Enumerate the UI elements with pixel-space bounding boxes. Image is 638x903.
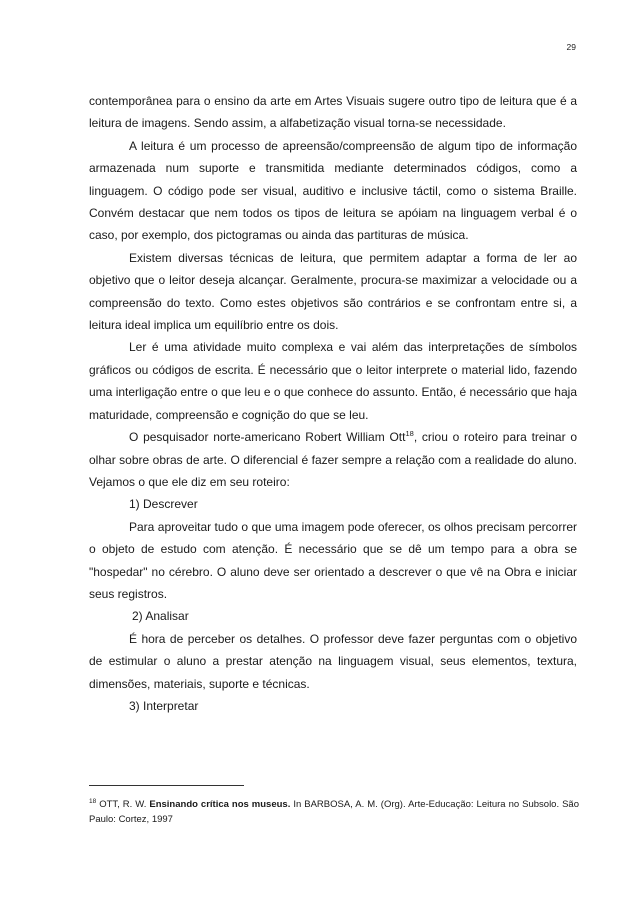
paragraph-ott: [89, 426, 577, 493]
paragraph-leitura: A leitura é um processo de apreensão/compreensão de algum tipo de informação armazenada num suporte e transmitida mediante determinados códigos, como a linguagem. O código pode ser visual, auditivo e inclusive táctil, como o sistema Braille. Convém destacar que nem todos os tipos de leitura se apóiam na linguagem verbal é o caso, por exemplo, dos pictogramas ou ainda das partituras de música.: [89, 138, 577, 243]
body-text: [89, 90, 577, 717]
step-heading-interpretar: 3) Interpretar: [129, 698, 199, 713]
step-text-analisar: É hora de perceber os detalhes. O professor deve fazer perguntas com o objetivo de estimular o aluno a prestar atenção na linguagem visual, seus elementos, textura, dimensões, materiais, suporte e técnicas.: [89, 631, 577, 691]
paragraph-ler: Ler é uma atividade muito complexa e vai além das interpretações de símbolos gráficos ou códigos de escrita. É necessário que o leitor interprete o material lido, fazendo uma interligação entre o que leu e o que conhece do assunto. Então, é necessário que haja maturidade, compreensão e cognição do que se leu.: [89, 340, 577, 422]
footnote-title: Ensinando crítica nos museus.: [149, 799, 291, 810]
ott-text-after: , criou o roteiro para treinar o olhar sobre obras de arte. O diferencial é fazer sempre a relação com a realidade do aluno. Vejamos o que ele diz em seu roteiro:: [89, 430, 577, 489]
step-heading-descrever: 1) Descrever: [129, 497, 198, 512]
paragraph-continuation: contemporânea para o ensino da arte em Artes Visuais sugere outro tipo de leitura que é a leitura de imagens. Sendo assim, a alfabetização visual torna-se necessidade.: [89, 94, 577, 131]
footnote: [89, 797, 579, 827]
footnote-rest: In BARBOSA, A. M. (Org). Arte-Educação: Leitura no Subsolo. São Paulo: Cortez, 1997: [89, 799, 580, 825]
paragraph-tecnicas: Existem diversas técnicas de leitura, que permitem adaptar a forma de ler ao objetivo que o leitor deseja alcançar. Geralmente, procura-se maximizar a velocidade ou a compreensão do texto. Como estes objetivos são contrários e se confrontam entre si, a leitura ideal implica um equilíbrio entre os dois.: [89, 250, 577, 333]
footnote-reference[interactable]: 18: [405, 429, 414, 439]
footnote-marker: 18: [89, 798, 97, 805]
step-heading-analisar: 2) Analisar: [132, 609, 189, 624]
step-text-descrever: Para aproveitar tudo o que uma imagem pode oferecer, os olhos precisam percorrer o objeto de estudo com atenção. É necessário que se dê um tempo para a obra se "hospedar" no cérebro. O aluno deve ser orientado a descrever o que vê na Obra e iniciar seus registros.: [89, 519, 577, 601]
page-number: 29: [566, 42, 576, 52]
footnote-divider: [89, 785, 244, 786]
ott-text-before: O pesquisador norte-americano Robert William Ott: [129, 430, 406, 445]
footnote-author: OTT, R. W.: [96, 799, 150, 810]
